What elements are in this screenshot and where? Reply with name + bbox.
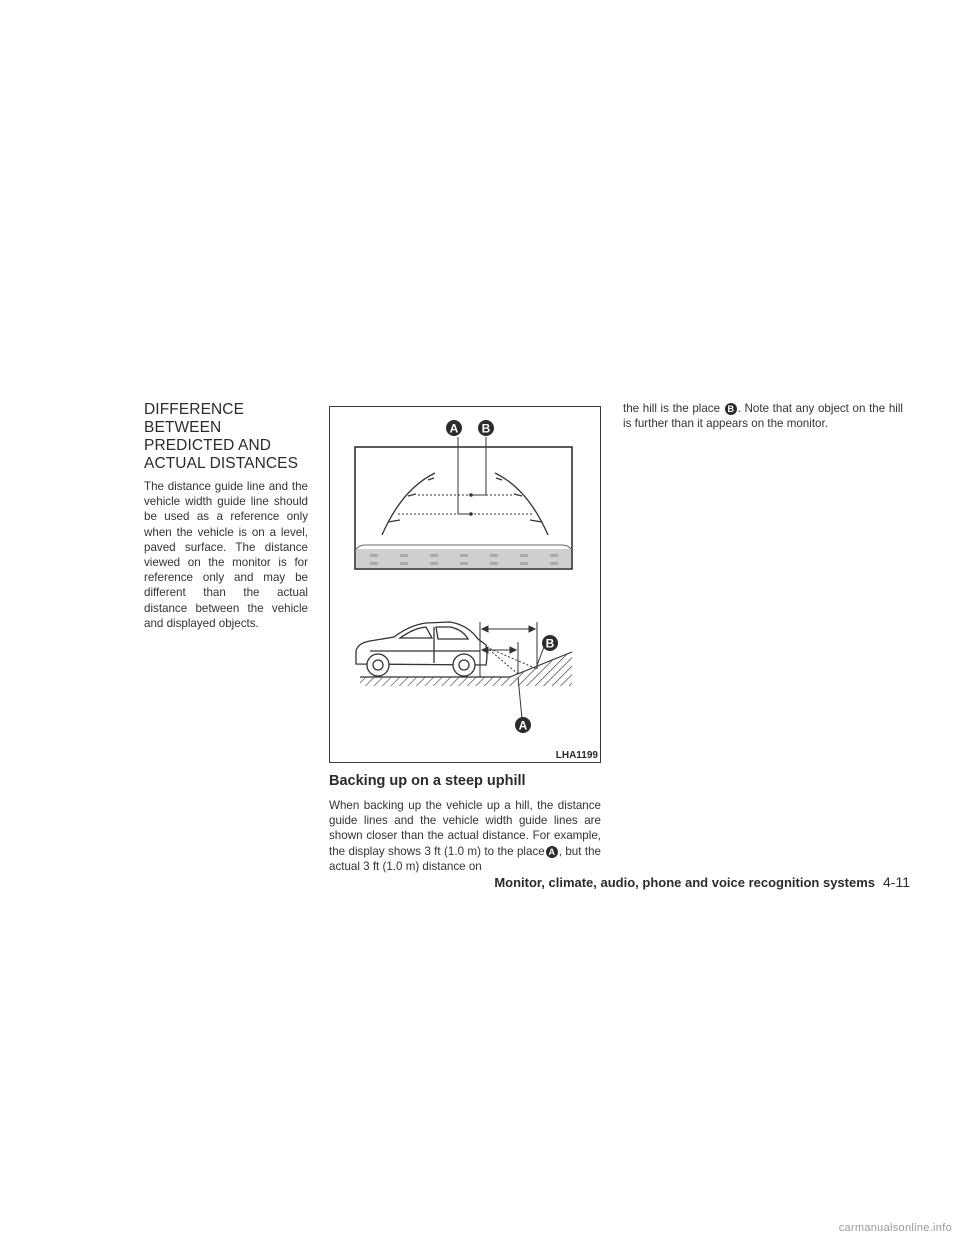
marker-b-side (542, 635, 558, 651)
monitor-screen (355, 437, 572, 569)
marker-a-side (515, 717, 531, 733)
watermark: carmanualsonline.info (838, 1222, 952, 1234)
marker-b-top (478, 420, 494, 436)
car-side-illustration (356, 622, 487, 676)
section-body: The distance guide line and the vehicle width guide line should be used as a reference only when the vehicle is on a level, paved surface. The distance viewed on the monitor is for reference only and may be different than the actual distance between the vehicle and displayed objects. (144, 480, 308, 630)
subsection-body-part2-start: , but the actual 3 ft (1.0 m) distance on (329, 844, 601, 873)
page-number: 4-11 (883, 874, 910, 890)
svg-text:B: B (481, 421, 491, 436)
svg-text:A: A (449, 421, 459, 436)
marker-a-top (446, 420, 462, 436)
page-footer (494, 874, 910, 890)
camera-diagram-figure (329, 406, 601, 763)
svg-text:B: B (545, 636, 555, 651)
footer-section-title: Monitor, climate, audio, phone and voice recognition systems (494, 875, 876, 890)
section-difference (144, 401, 308, 631)
marker-b-inline: B (725, 403, 737, 415)
subsection-body-continued: the hill is the place B . Note that any object on the hill is further than it appears on the monitor. (623, 402, 904, 431)
figure-code: LHA1199 (555, 750, 598, 761)
subsection-heading: Backing up on a steep uphill (329, 773, 526, 789)
marker-a-inline: A (546, 846, 558, 858)
subsection-body-part1: When backing up the vehicle up a hill, the distance guide lines and the vehicle width guide lines are shown closer than the actual distance. For example, the display shows 3 ft (1.0 m) to the place A , but the actual 3 ft (1.0 m) distance on (329, 799, 601, 873)
diagram-svg (330, 407, 600, 762)
section-heading: DIFFERENCE BETWEEN PREDICTED AND ACTUAL DISTANCES (144, 401, 299, 472)
svg-text:A: A (518, 718, 528, 733)
